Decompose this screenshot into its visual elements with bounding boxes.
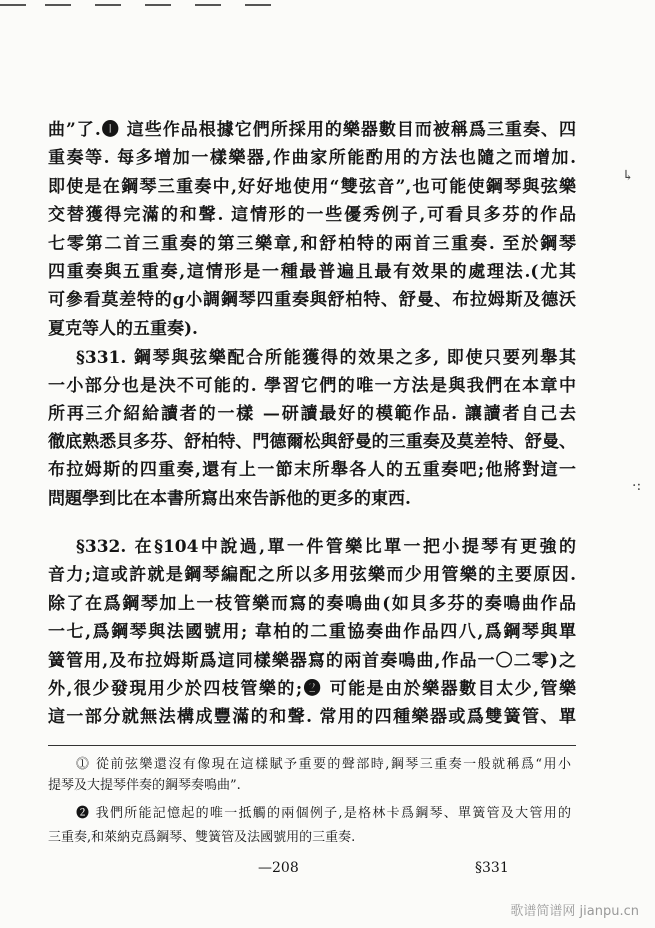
scan-mark: ↳ (622, 168, 634, 184)
text-line: 布拉姆斯的四重奏,還有上一節末所舉各人的五重奏吧;他將對這一 (48, 460, 576, 480)
text-line: 四重奏與五重奏,這情形是一種最普遍且最有效果的處理法.(尤其 (48, 262, 576, 282)
text-line: 交替獲得完滿的和聲. 這情形的一些優秀例子,可看貝多芬的作品 (48, 205, 576, 225)
text-line: 重奏等. 每多增加一樣樂器,作曲家所能酌用的方法也隨之而增加. (48, 148, 576, 168)
scan-mark: ·: (632, 478, 642, 494)
watermark: 歌谱简谱网 jianpu.cn (510, 904, 639, 919)
footnote-line: ⓵ 從前弦樂還沒有像現在這樣賦予重要的聲部時,鋼琴三重奏一般就稱爲“用小 (76, 757, 571, 772)
edge-mark (245, 4, 271, 6)
footnote-line: ❷ 我們所能記憶起的唯一抵觸的兩個例子,是格林卡爲鋼琴、單簧管及大管用的 (76, 806, 571, 821)
text-line: 所再三介紹給讀者的一樣 —研讀最好的模範作品. 讓讀者自己去 (48, 404, 576, 424)
footnote-line: 三重奏,和萊納克爲鋼琴、雙簧管及法國號用的三重奏. (48, 830, 356, 845)
section-marker: §331 (475, 860, 509, 876)
text-line: §332. 在§104中說過,單一件管樂比單一把小提琴有更強的 (76, 537, 576, 557)
edge-mark (45, 4, 71, 6)
text-line: 曲”了.❶ 這些作品根據它們所採用的樂器數目而被稱爲三重奏、四 (48, 120, 576, 140)
text-line: 這一部分就無法構成豐滿的和聲. 常用的四種樂器或爲雙簧管、單 (48, 707, 576, 727)
text-line: 問題學到比在本書所寫出來告訴他的更多的東西. (48, 489, 411, 509)
edge-mark (195, 4, 221, 6)
footnote-line: 提琴及大提琴伴奏的鋼琴奏鳴曲”. (48, 778, 241, 793)
text-line: 可參看莫差特的g小調鋼琴四重奏與舒柏特、舒曼、布拉姆斯及德沃 (48, 290, 576, 310)
edge-mark (145, 4, 171, 6)
text-line: 即使是在鋼琴三重奏中,好好地使用“雙弦音”,也可能使鋼琴與弦樂 (48, 177, 576, 197)
footnote-divider (48, 745, 576, 746)
text-line: 音力;這或許就是鋼琴編配之所以多用弦樂而少用管樂的主要原因. (48, 565, 576, 585)
text-line: 徹底熟悉貝多芬、舒柏特、門德爾松與舒曼的三重奏及莫差特、舒曼、 (48, 432, 576, 452)
edge-mark (95, 4, 121, 6)
page-number: —208 (258, 860, 299, 876)
edge-mark (0, 4, 26, 6)
text-line: 一小部分也是決不可能的. 學習它們的唯一方法是與我們在本章中 (48, 376, 576, 396)
text-line: 七零第二首三重奏的第三樂章,和舒柏特的兩首三重奏. 至於鋼琴 (48, 234, 576, 254)
text-line: 夏克等人的五重奏). (48, 319, 198, 339)
text-line: 簧管用,及布拉姆斯爲這同樣樂器寫的兩首奏鳴曲,作品一〇二零)之 (48, 651, 576, 671)
text-line: 除了在爲鋼琴加上一枝管樂而寫的奏鳴曲(如貝多芬的奏鳴曲作品 (48, 594, 576, 614)
text-line: 一七,爲鋼琴與法國號用; 韋柏的二重協奏曲作品四八,爲鋼琴與單 (48, 622, 576, 642)
text-line: 外,很少發現用少於四枝管樂的;❷ 可能是由於樂器數目太少,管樂 (48, 679, 576, 699)
text-line: §331. 鋼琴與弦樂配合所能獲得的效果之多, 即使只要列舉其 (76, 348, 576, 368)
